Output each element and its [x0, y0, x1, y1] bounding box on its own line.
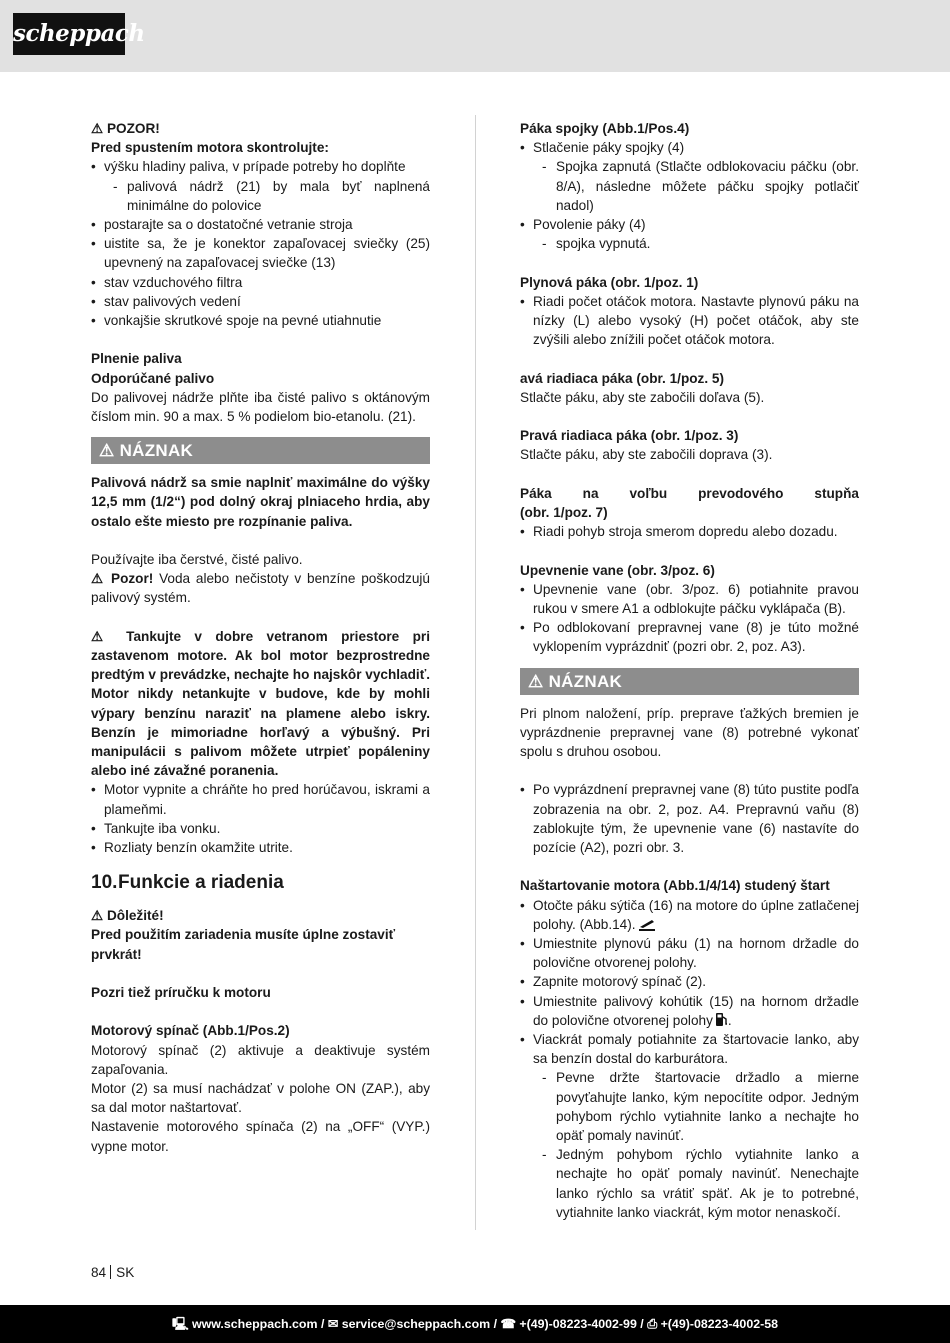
list-item: • Riadi počet otáčok motora. Nastavte plynovú páku na nízky (L) alebo vysoký (H) počet otáčok, aby ste zvýšili alebo znížili počet otáčok motora.: [520, 292, 859, 350]
right-lever-paragraph: Stlačte páku, aby ste zabočili doprava (3).: [520, 447, 773, 463]
section-title: Funkcie a riadenia: [118, 872, 284, 894]
page-number: [91, 1265, 134, 1280]
list-item: • Umiestnite palivový kohútik (15) na hornom držadle do polovične otvorenej polohy .: [520, 992, 859, 1030]
fuel-pump-icon: [715, 1012, 728, 1027]
list-item: • Viackrát pomaly potiahnite za štartovacie lanko, aby sa benzín dostal do karburátora.: [520, 1030, 859, 1068]
tub-lock-list: [520, 580, 859, 657]
fax-number: +(49)-08223-4002-58: [660, 1317, 779, 1331]
gear-lever-heading-ref: (obr. 1/poz. 7): [520, 505, 608, 520]
water-warning-text: Voda alebo nečistoty v benzíne poškodzujú palivový systém.: [91, 571, 430, 606]
list-item: • stav vzduchového filtra: [91, 273, 430, 292]
list-item: • výšku hladiny paliva, v prípade potreby ho doplňte: [91, 157, 430, 176]
list-subitem: - Jedným pohybom rýchlo vytiahnite lanko a nechajte ho opäť pomaly navinúť. Nenechajte lanko rýchlo sa vrátiť späť. Ak je to potrebné, vytiahnite lanko viackrát, kým motor nenaskočí.: [520, 1145, 859, 1222]
fuel-subheading: Odporúčané palivo: [91, 370, 215, 386]
heading-word: Páka: [520, 485, 552, 501]
choke-icon: [638, 918, 656, 931]
cold-start-heading: Naštartovanie motora (Abb.1/4/14) studený štart: [520, 878, 830, 894]
engine-switch-paragraph: Nastavenie motorového spínača (2) na „OFF“ (VYP.) vypne motor.: [91, 1119, 430, 1154]
note-banner: ⚠ NÁZNAK: [520, 668, 859, 695]
pre-start-heading: Pred spustením motora skontrolujte:: [91, 140, 329, 156]
list-item: • uistite sa, že je konektor zapaľovacej sviečky (25) upevnený na zapaľovacej sviečke (13): [91, 234, 430, 272]
list-item: • postarajte sa o dostatočné vetranie stroja: [91, 215, 430, 234]
gear-list: [520, 522, 859, 541]
engine-switch-paragraph: Motorový spínač (2) aktivuje a deaktivuje systém zapaľovania.: [91, 1042, 430, 1077]
page-footer: [0, 1305, 950, 1343]
section-number: 10.: [91, 872, 118, 894]
list-subitem: - spojka vypnutá.: [520, 234, 859, 253]
monitor-icon: 🖳: [171, 1317, 189, 1331]
water-warning-paragraph: [91, 569, 430, 607]
throttle-list: [520, 292, 859, 350]
brand-logo: scheppach: [13, 13, 125, 55]
heading-word: na: [582, 485, 599, 501]
left-lever-heading: avá riadiaca páka (obr. 1/poz. 5): [520, 370, 724, 386]
fuel-paragraph: Do palivovej nádrže plňte iba čisté palivo s oktánovým číslom min. 90 a max. 5 % podielom bio-etanolu. (21).: [91, 389, 430, 425]
list-item: • Po vyprázdnení prepravnej vane (8) túto pustite podľa zobrazenia na obr. 2, poz. A4. Prepravnú vaňu (8) zablokujte tým, že upevnenie vane (6) nastavíte do pozície (A2), pozri obr. 3.: [520, 780, 859, 857]
phone-number: +(49)-08223-4002-99 /: [519, 1317, 644, 1331]
refuel-list: [91, 780, 430, 857]
list-subitem: - Spojka zapnutá (Stlačte odblokovaciu páčku (obr. 8/A), následne môžete páčku spojky potlačiť nadol): [520, 157, 859, 215]
pre-start-checklist: [91, 157, 430, 330]
left-lever-paragraph: Stlačte páku, aby ste zabočili doľava (5).: [520, 389, 765, 405]
fresh-fuel-paragraph: Používajte iba čerstvé, čisté palivo.: [91, 552, 303, 568]
right-lever-heading: Pravá riadiaca páka (obr. 1/poz. 3): [520, 428, 739, 444]
section-heading: [91, 872, 430, 894]
list-item: • Povolenie páky (4): [520, 215, 859, 234]
mail-icon: ✉: [327, 1317, 339, 1331]
list-item: • Riadi pohyb stroja smerom dopredu alebo dozadu.: [520, 522, 859, 541]
important-heading: ⚠ Dôležité!: [91, 908, 164, 924]
heading-word: stupňa: [814, 485, 859, 501]
manual-reference: Pozri tiež príručku k motoru: [91, 985, 271, 1001]
phone-icon: ☎: [500, 1317, 516, 1331]
fax-icon: ⎙: [647, 1317, 658, 1331]
email-link[interactable]: service@scheppach.com /: [341, 1317, 498, 1331]
heading-word: voľbu: [629, 485, 668, 501]
clutch-heading: Páka spojky (Abb.1/Pos.4): [520, 121, 690, 136]
clutch-list: [520, 138, 859, 253]
engine-switch-heading: Motorový spínač (Abb.1/Pos.2): [91, 1023, 290, 1039]
list-item: • Upevnenie vane (obr. 3/poz. 6) potiahnite pravou rukou v smere A1 a odblokujte páčku vyklápača (B).: [520, 580, 859, 618]
page-header: [0, 0, 950, 72]
list-item: • Po odblokovaní prepravnej vane (8) je túto možné vyklopením vyprázdniť (pozri obr. 2, poz. A3).: [520, 618, 859, 656]
note-banner: ⚠ NÁZNAK: [91, 437, 430, 464]
list-item: • Tankujte iba vonku.: [91, 819, 430, 838]
important-paragraph: Pred použitím zariadenia musíte úplne zostaviť prvkrát!: [91, 927, 396, 962]
throttle-heading: Plynová páka (obr. 1/poz. 1): [520, 274, 699, 290]
page-language: SK: [116, 1265, 135, 1280]
tub-lock-heading: Upevnenie vane (obr. 3/poz. 6): [520, 562, 715, 578]
list-item: • Motor vypnite a chráňte ho pred horúčavou, iskrami a plameňmi.: [91, 780, 430, 818]
heading-word: prevodového: [698, 485, 784, 501]
list-item-text: Umiestnite palivový kohútik (15) na hornom držadle do polovične otvorenej polohy: [533, 993, 859, 1028]
website-link[interactable]: www.scheppach.com /: [191, 1317, 325, 1331]
refuel-warning-paragraph: ⚠ Tankujte v dobre vetranom priestore pri zastavenom motore. Ak bol motor bezprostredne predtým v prevádzke, nechajte ho najskôr vychladiť. Motor nikdy netankujte v budove, kde by mohli výpary benzínu naraziť na plamene alebo iskry. Benzín je mimoriadne horľavý a výbušný. Pri manipulácii s palivom môžete utrpieť popáleniny alebo iné závažné poranenia.: [91, 628, 430, 779]
list-item: • Umiestnite plynovú páku (1) na hornom držadle do polovične otvorenej polohy.: [520, 934, 859, 972]
list-item-text: Otočte páku sýtiča (16) na motore do úplne zatlačenej polohy. (Abb.14).: [533, 897, 859, 932]
engine-switch-paragraph: Motor (2) sa musí nachádzať v polohe ON (ZAP.), aby sa dal motor naštartovať.: [91, 1081, 430, 1116]
list-item: • stav palivových vedení: [91, 292, 430, 311]
cold-start-list: [520, 896, 859, 1222]
note-paragraph: Pri plnom naložení, príp. preprave ťažkých bremien je vyprázdnenie prepravnej vane (8) potrebné vykonať spolu s druhou osobou.: [520, 705, 859, 760]
right-column: [520, 119, 859, 1222]
note-paragraph: Palivová nádrž sa smie naplniť maximálne do výšky 12,5 mm (1/2“) pod dolný okraj plniaceho hrdia, aby ostalo ešte miesto pre rozpínanie paliva.: [91, 475, 430, 529]
fuel-heading: Plnenie paliva: [91, 351, 182, 367]
list-item: • Stlačenie páky spojky (4): [520, 138, 859, 157]
list-item: • vonkajšie skrutkové spoje na pevné utiahnutie: [91, 311, 430, 330]
list-item: [520, 896, 859, 934]
gear-lever-heading: [520, 484, 859, 503]
column-divider: [475, 115, 476, 1230]
list-item: • Rozliaty benzín okamžite utrite.: [91, 838, 430, 857]
list-subitem: - Pevne držte štartovacie držadlo a mierne povyťahujte lanko, kým nepocítite odpor. Jedným pohybom rýchlo vytiahnite lanko a nechajte ho opäť pomaly navinúť.: [520, 1068, 859, 1145]
page-number-value: 84: [91, 1265, 107, 1280]
emptying-list: [520, 780, 859, 857]
water-warning-label: ⚠ Pozor!: [91, 571, 154, 587]
list-item: • Zapnite motorový spínač (2).: [520, 972, 859, 991]
list-subitem: - palivová nádrž (21) by mala byť naplnená minimálne do polovice: [91, 177, 430, 215]
left-column: [91, 119, 430, 1156]
caution-heading: ⚠ POZOR!: [91, 121, 160, 136]
